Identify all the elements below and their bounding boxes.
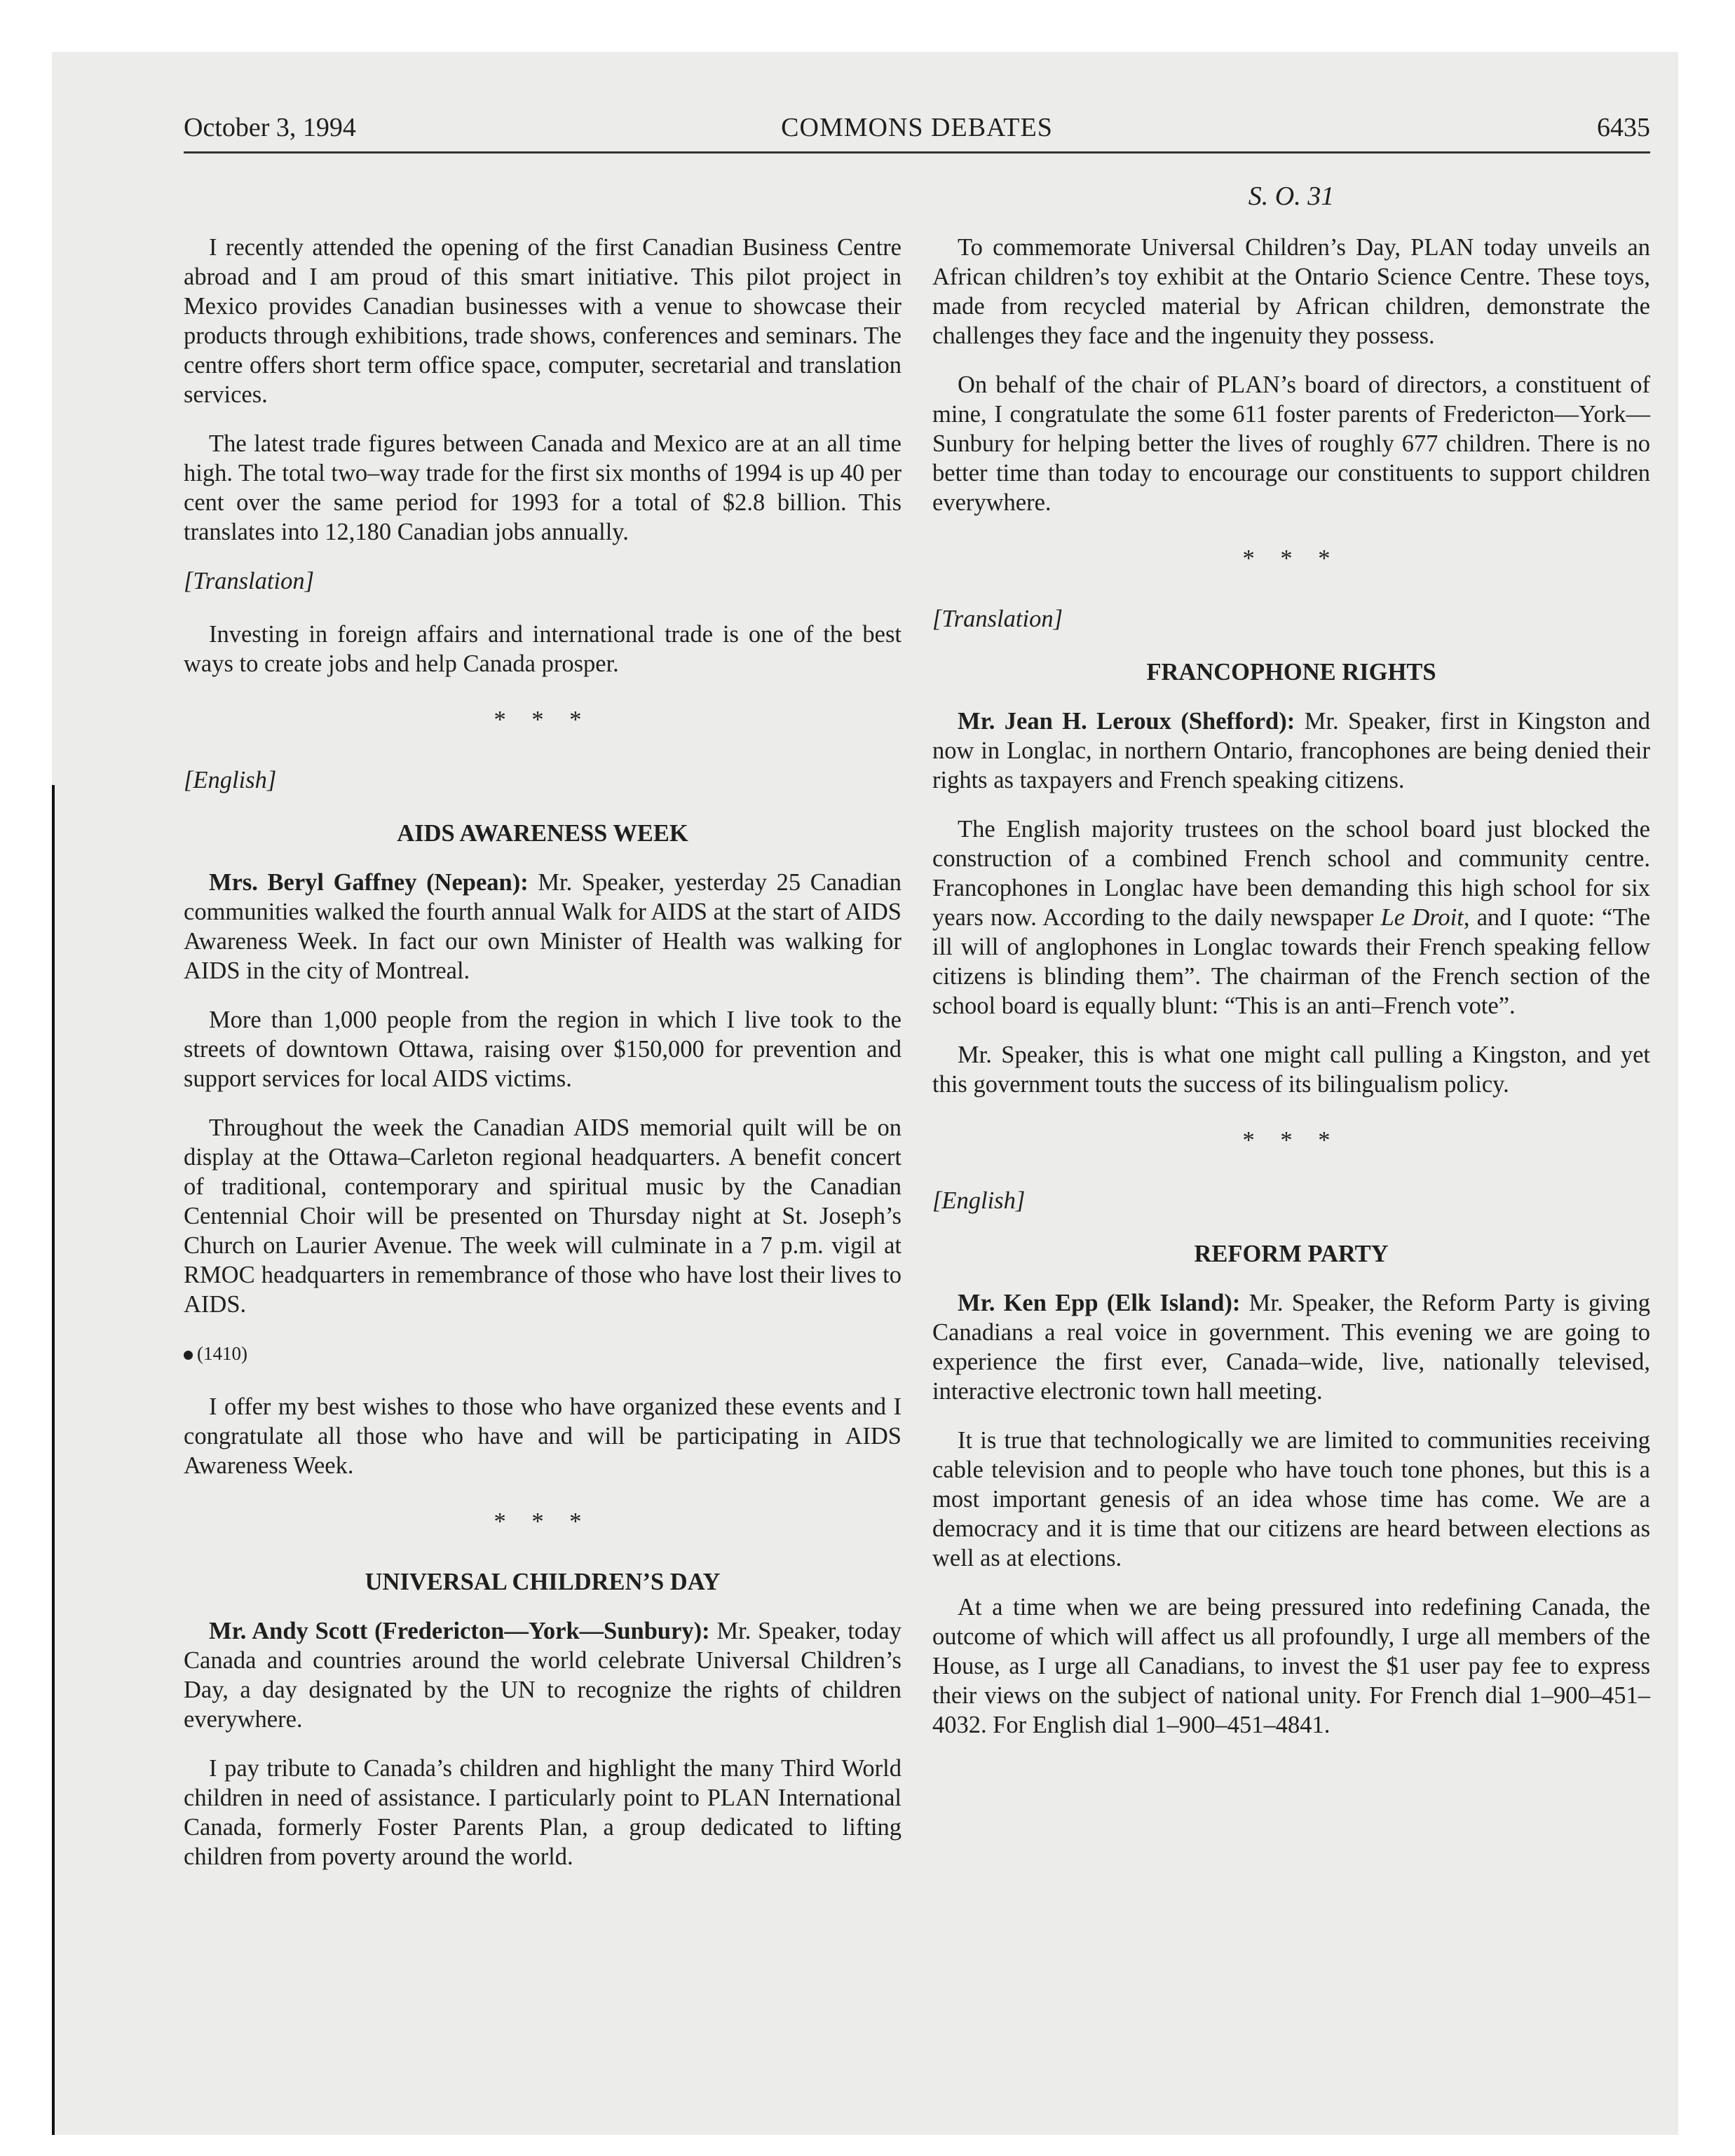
language-note: [English]: [932, 1187, 1026, 1214]
paragraph: The latest trade figures between Canada and Mexico are at an all time high. The total two–way trade for the first six months of 1994 is up 40 per cent over the same period for 1993 for a total of $2.8 billion. This translates into 12,180 Canadian jobs annually.: [184, 430, 901, 545]
speech-paragraph: [932, 1288, 1650, 1406]
paragraph: Throughout the week the Canadian AIDS memorial quilt will be on display at the Ottawa–Carleton regional headquarters. A benefit concert of traditional, contemporary and spiritual music by the Canadian Centennial Choir will be presented on Thursday night at St. Joseph’s Church on Laurier Avenue. The week will culminate in a 7 p.m. vigil at RMOC headquarters in remembrance of those who have lost their lives to AIDS.: [184, 1114, 901, 1318]
scan-edge-shadow: [52, 785, 55, 2135]
translation-note: [Translation]: [932, 606, 1063, 632]
speech-paragraph: [932, 707, 1650, 795]
time-marker: [184, 1339, 901, 1368]
page-header: [184, 112, 1650, 151]
speech-text: Mr. Speaker, today Canada and countries around the world celebrate Universal Children’s Day, a day designated by the UN to recognize the rights of children everywhere.: [184, 1618, 901, 1733]
speech-paragraph: [184, 1616, 901, 1734]
paragraph: [932, 814, 1650, 1021]
speech-text: Mr. Speaker, first in Kingston and now in Longlac, in northern Ontario, francophones are being denied their rights as taxpayers and French speaking citizens.: [932, 708, 1650, 793]
section-separator: * * *: [494, 707, 592, 733]
paragraph: I recently attended the opening of the first Canadian Business Centre abroad and I am proud of this smart initiative. This pilot project in Mexico provides Canadian businesses with a venue to showcase their products through exhibitions, trade shows, conferences and seminars. The centre offers short term office space, computer, secretarial and translation services.: [184, 234, 901, 408]
header-rule: [184, 151, 1650, 153]
section-separator: * * *: [1242, 1127, 1340, 1154]
speaker-name: Mr. Andy Scott (Fredericton—York—Sunbury):: [209, 1618, 710, 1644]
paragraph-text: , and I quote: “The ill will of anglophones in Longlac towards their French speaking fellow citizens is blinding them”. The chairman of the French section of the school board is equally blunt: “This is an anti–French vote”.: [932, 904, 1651, 1019]
paragraph: To commemorate Universal Children’s Day, PLAN today unveils an African children’s toy exhibit at the Ontario Science Centre. These toys, made from recycled material by African children, demonstrate the challenges they face and the ingenuity they possess.: [932, 234, 1650, 349]
bullet-icon: [184, 1351, 193, 1360]
speech-text: Mr. Speaker, yesterday 25 Canadian communities walked the fourth annual Walk for AIDS at the start of AIDS Awareness Week. In fact our own Minister of Health was walking for AIDS in the city of Montreal.: [184, 869, 902, 984]
speaker-name: Mr. Ken Epp (Elk Island):: [958, 1290, 1241, 1316]
section-separator: * * *: [1242, 545, 1340, 572]
paragraph: On behalf of the chair of PLAN’s board of directors, a constituent of mine, I congratulate the some 611 foster parents of Fredericton—York—Sunbury for helping better the lives of roughly 677 children. There is no better time than today to encourage our constituents to support children everywhere.: [932, 371, 1650, 516]
translation-note: [Translation]: [184, 568, 314, 594]
newspaper-title: Le Droit: [1380, 904, 1464, 931]
speaker-name: Mr. Jean H. Leroux (Shefford):: [958, 708, 1295, 735]
paragraph: It is true that technologically we are limited to communities receiving cable television and to people who have touch tone phones, but this is a most important genesis of an idea whose time has come. We are a democracy and it is time that our citizens are heard between elections as well as at elections.: [932, 1427, 1650, 1571]
speech-text: Mr. Speaker, the Reform Party is giving Canadians a real voice in government. This evening we are going to experience the first ever, Canada–wide, live, nationally televised, interactive electronic town hall meeting.: [932, 1290, 1650, 1405]
section-heading-aids: AIDS AWARENESS WEEK: [397, 820, 688, 847]
speaker-name: Mrs. Beryl Gaffney (Nepean):: [209, 869, 529, 896]
paragraph-text: The English majority trustees on the school board just blocked the construction of a combined French school and community centre. Francophones in Longlac have been demanding this high school for six years now. According to the daily newspaper: [932, 816, 1650, 931]
right-column: [932, 233, 1650, 1759]
paragraph: At a time when we are being pressured into redefining Canada, the outcome of which will affect us all profoundly, I urge all members of the House, as I urge all Canadians, to invest the $1 user pay fee to express their views on the subject of national unity. For French dial 1–900–451–4032. For English dial 1–900–451–4841.: [932, 1594, 1650, 1738]
section-heading-children: UNIVERSAL CHILDREN’S DAY: [365, 1569, 721, 1595]
section-separator: * * *: [494, 1508, 592, 1535]
time-marker-text: (1410): [197, 1343, 247, 1364]
standing-order-label: S. O. 31: [1248, 182, 1335, 211]
paragraph: Investing in foreign affairs and international trade is one of the best ways to create jobs and help Canada prosper.: [184, 621, 901, 677]
left-column: [184, 233, 901, 1891]
paragraph: Mr. Speaker, this is what one might call pulling a Kingston, and yet this government touts the success of its bilingualism policy.: [932, 1042, 1650, 1098]
header-title: COMMONS DEBATES: [781, 113, 1053, 142]
speech-paragraph: [184, 868, 901, 985]
paragraph: I pay tribute to Canada’s children and highlight the many Third World children in need of assistance. I particularly point to PLAN International Canada, formerly Foster Parents Plan, a group dedicated to lifting children from poverty around the world.: [184, 1755, 901, 1870]
paragraph: More than 1,000 people from the region in which I live took to the streets of downtown Ottawa, raising over $150,000 for prevention and support services for local AIDS victims.: [184, 1007, 901, 1092]
section-heading-francophone: FRANCOPHONE RIGHTS: [1146, 659, 1436, 685]
paragraph: I offer my best wishes to those who have organized these events and I congratulate all those who have and will be participating in AIDS Awareness Week.: [184, 1393, 901, 1479]
header-page-number: 6435: [1597, 113, 1650, 142]
header-date: October 3, 1994: [184, 113, 356, 142]
section-heading-reform: REFORM PARTY: [1194, 1241, 1389, 1267]
language-note: [English]: [184, 767, 277, 793]
